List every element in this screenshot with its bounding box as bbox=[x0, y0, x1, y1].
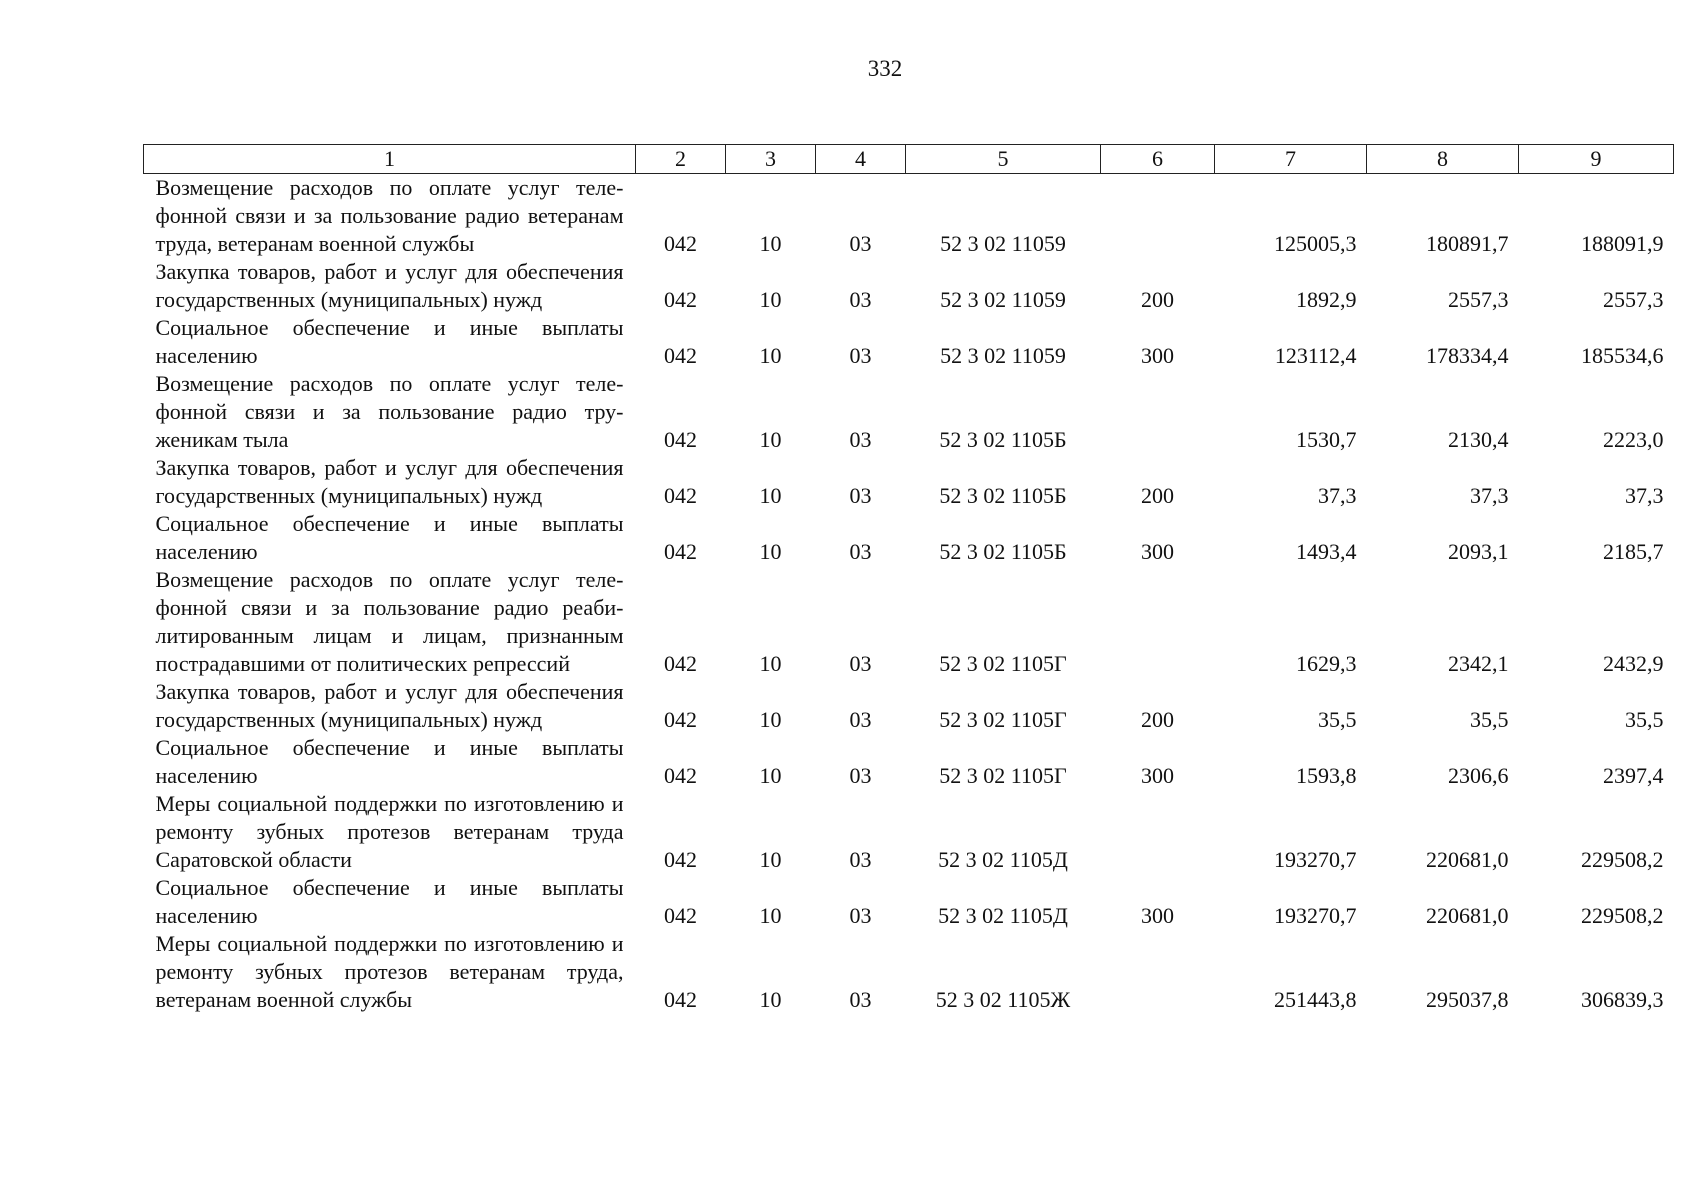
cell-ministry-code: 042 bbox=[664, 343, 697, 368]
cell-amount-col8: 180891,7 bbox=[1426, 231, 1509, 256]
row-description: Закупка товаров, работ и услуг для обеспечения государственных (муниципальных) нужд bbox=[155, 455, 624, 508]
row-description: Социальное обеспечение и иные выплаты населению bbox=[155, 875, 624, 928]
column-header: 1 bbox=[144, 145, 636, 174]
cell-amount-col7: 1493,4 bbox=[1296, 539, 1357, 564]
cell-expense-type: 200 bbox=[1141, 287, 1174, 312]
row-description: Социальное обеспечение и иные выплаты населению bbox=[155, 511, 624, 564]
cell-amount-col7: 35,5 bbox=[1318, 707, 1357, 732]
cell-amount-col8: 2557,3 bbox=[1448, 287, 1509, 312]
cell-ministry-code: 042 bbox=[664, 651, 697, 676]
cell-expense-type: 200 bbox=[1141, 483, 1174, 508]
cell-amount-col9: 2432,9 bbox=[1603, 651, 1664, 676]
cell-amount-col7: 1530,7 bbox=[1296, 427, 1357, 452]
cell-subsection: 03 bbox=[849, 427, 872, 452]
table-row bbox=[144, 258, 1674, 314]
cell-section: 10 bbox=[759, 287, 782, 312]
row-description: Закупка товаров, работ и услуг для обеспечения государственных (муниципальных) нужд bbox=[155, 679, 624, 732]
table-row bbox=[144, 874, 1674, 930]
table-row bbox=[144, 930, 1674, 1014]
cell-amount-col7: 123112,4 bbox=[1274, 343, 1357, 368]
cell-subsection: 03 bbox=[849, 343, 872, 368]
row-description: Социальное обеспечение и иные выплаты населению bbox=[155, 735, 624, 788]
row-description: Возмещение расходов по оплате услуг телефонной связи и за пользование радио труженикам тыла bbox=[155, 371, 624, 452]
cell-amount-col9: 37,3 bbox=[1625, 483, 1664, 508]
cell-amount-col7: 37,3 bbox=[1318, 483, 1357, 508]
column-header: 5 bbox=[906, 145, 1101, 174]
column-header: 7 bbox=[1215, 145, 1367, 174]
cell-amount-col7: 193270,7 bbox=[1274, 847, 1357, 872]
cell-target-article: 52 3 02 1105Д bbox=[938, 847, 1068, 872]
cell-target-article: 52 3 02 11059 bbox=[940, 343, 1066, 368]
cell-subsection: 03 bbox=[849, 651, 872, 676]
cell-amount-col9: 35,5 bbox=[1625, 707, 1664, 732]
cell-amount-col9: 2223,0 bbox=[1603, 427, 1664, 452]
cell-expense-type bbox=[1101, 174, 1215, 259]
cell-amount-col7: 1892,9 bbox=[1296, 287, 1357, 312]
cell-target-article: 52 3 02 1105Д bbox=[938, 903, 1068, 928]
cell-amount-col8: 35,5 bbox=[1470, 707, 1509, 732]
budget-table bbox=[143, 144, 1674, 1014]
cell-ministry-code: 042 bbox=[664, 539, 697, 564]
table-row bbox=[144, 314, 1674, 370]
cell-section: 10 bbox=[759, 343, 782, 368]
cell-amount-col9: 2185,7 bbox=[1603, 539, 1664, 564]
cell-amount-col7: 1629,3 bbox=[1296, 651, 1357, 676]
cell-amount-col8: 2093,1 bbox=[1448, 539, 1509, 564]
cell-subsection: 03 bbox=[849, 903, 872, 928]
cell-ministry-code: 042 bbox=[664, 287, 697, 312]
column-header: 3 bbox=[726, 145, 816, 174]
table-row bbox=[144, 454, 1674, 510]
cell-ministry-code: 042 bbox=[664, 763, 697, 788]
page-number: 332 bbox=[867, 56, 903, 81]
table-row bbox=[144, 734, 1674, 790]
cell-section: 10 bbox=[759, 903, 782, 928]
row-description: Меры социальной поддержки по изготовлению и ремонту зубных протезов ветеранам труда, ветеранам военной службы bbox=[155, 931, 624, 1012]
cell-amount-col8: 220681,0 bbox=[1426, 903, 1509, 928]
cell-expense-type: 300 bbox=[1141, 343, 1174, 368]
cell-target-article: 52 3 02 1105Б bbox=[939, 483, 1067, 508]
cell-ministry-code: 042 bbox=[664, 483, 697, 508]
cell-target-article: 52 3 02 11059 bbox=[940, 287, 1066, 312]
cell-amount-col7: 193270,7 bbox=[1274, 903, 1357, 928]
cell-target-article: 52 3 02 11059 bbox=[940, 231, 1066, 256]
cell-amount-col8: 220681,0 bbox=[1426, 847, 1509, 872]
cell-target-article: 52 3 02 1105Г bbox=[939, 707, 1067, 732]
cell-amount-col9: 229508,2 bbox=[1581, 847, 1664, 872]
cell-section: 10 bbox=[759, 427, 782, 452]
cell-subsection: 03 bbox=[849, 707, 872, 732]
column-header: 6 bbox=[1101, 145, 1215, 174]
cell-section: 10 bbox=[759, 651, 782, 676]
table-row bbox=[144, 174, 1674, 259]
cell-amount-col8: 2130,4 bbox=[1448, 427, 1509, 452]
cell-target-article: 52 3 02 1105Ж bbox=[935, 987, 1071, 1012]
header-row bbox=[144, 145, 1674, 174]
cell-amount-col8: 295037,8 bbox=[1426, 987, 1509, 1012]
cell-amount-col8: 2306,6 bbox=[1448, 763, 1509, 788]
cell-amount-col9: 188091,9 bbox=[1581, 231, 1664, 256]
column-header: 4 bbox=[816, 145, 906, 174]
column-header: 9 bbox=[1519, 145, 1674, 174]
cell-amount-col9: 306839,3 bbox=[1581, 987, 1664, 1012]
cell-amount-col8: 178334,4 bbox=[1426, 343, 1509, 368]
cell-expense-type: 300 bbox=[1141, 539, 1174, 564]
column-header: 8 bbox=[1367, 145, 1519, 174]
cell-target-article: 52 3 02 1105Г bbox=[939, 651, 1067, 676]
cell-amount-col8: 37,3 bbox=[1470, 483, 1509, 508]
cell-amount-col7: 251443,8 bbox=[1274, 987, 1357, 1012]
cell-subsection: 03 bbox=[849, 847, 872, 872]
cell-amount-col7: 1593,8 bbox=[1296, 763, 1357, 788]
cell-amount-col7: 125005,3 bbox=[1274, 231, 1357, 256]
cell-ministry-code: 042 bbox=[664, 903, 697, 928]
cell-section: 10 bbox=[759, 483, 782, 508]
cell-expense-type bbox=[1101, 930, 1215, 1014]
cell-amount-col9: 185534,6 bbox=[1581, 343, 1664, 368]
cell-subsection: 03 bbox=[849, 231, 872, 256]
cell-amount-col9: 2397,4 bbox=[1603, 763, 1664, 788]
cell-target-article: 52 3 02 1105Б bbox=[939, 427, 1067, 452]
table-row bbox=[144, 790, 1674, 874]
row-description: Возмещение расходов по оплате услуг телефонной связи и за пользование радио ветеранам труда, ветеранам военной службы bbox=[155, 175, 624, 256]
cell-section: 10 bbox=[759, 707, 782, 732]
cell-subsection: 03 bbox=[849, 483, 872, 508]
row-description: Закупка товаров, работ и услуг для обеспечения государственных (муниципальных) нужд bbox=[155, 259, 624, 312]
cell-expense-type: 200 bbox=[1141, 707, 1174, 732]
cell-ministry-code: 042 bbox=[664, 231, 697, 256]
cell-section: 10 bbox=[759, 231, 782, 256]
cell-amount-col9: 2557,3 bbox=[1603, 287, 1664, 312]
cell-expense-type bbox=[1101, 370, 1215, 454]
cell-target-article: 52 3 02 1105Г bbox=[939, 763, 1067, 788]
table-row bbox=[144, 566, 1674, 678]
cell-ministry-code: 042 bbox=[664, 847, 697, 872]
cell-subsection: 03 bbox=[849, 287, 872, 312]
cell-subsection: 03 bbox=[849, 987, 872, 1012]
table-row bbox=[144, 678, 1674, 734]
row-description: Социальное обеспечение и иные выплаты населению bbox=[155, 315, 624, 368]
cell-expense-type bbox=[1101, 566, 1215, 678]
cell-section: 10 bbox=[759, 763, 782, 788]
cell-amount-col8: 2342,1 bbox=[1448, 651, 1509, 676]
cell-expense-type: 300 bbox=[1141, 903, 1174, 928]
column-header: 2 bbox=[636, 145, 726, 174]
cell-section: 10 bbox=[759, 539, 782, 564]
cell-amount-col9: 229508,2 bbox=[1581, 903, 1664, 928]
cell-expense-type bbox=[1101, 790, 1215, 874]
cell-ministry-code: 042 bbox=[664, 707, 697, 732]
cell-subsection: 03 bbox=[849, 539, 872, 564]
cell-section: 10 bbox=[759, 847, 782, 872]
cell-subsection: 03 bbox=[849, 763, 872, 788]
row-description: Меры социальной поддержки по изготовлению и ремонту зубных протезов ветеранам труда Саратовской области bbox=[155, 791, 624, 872]
table-row bbox=[144, 510, 1674, 566]
cell-section: 10 bbox=[759, 987, 782, 1012]
cell-expense-type: 300 bbox=[1141, 763, 1174, 788]
cell-target-article: 52 3 02 1105Б bbox=[939, 539, 1067, 564]
row-description: Возмещение расходов по оплате услуг телефонной связи и за пользование радио реабилитированным лицам и лицам, признанным пострадавшими от политических репрессий bbox=[155, 567, 624, 676]
cell-ministry-code: 042 bbox=[664, 987, 697, 1012]
cell-ministry-code: 042 bbox=[664, 427, 697, 452]
table-row bbox=[144, 370, 1674, 454]
